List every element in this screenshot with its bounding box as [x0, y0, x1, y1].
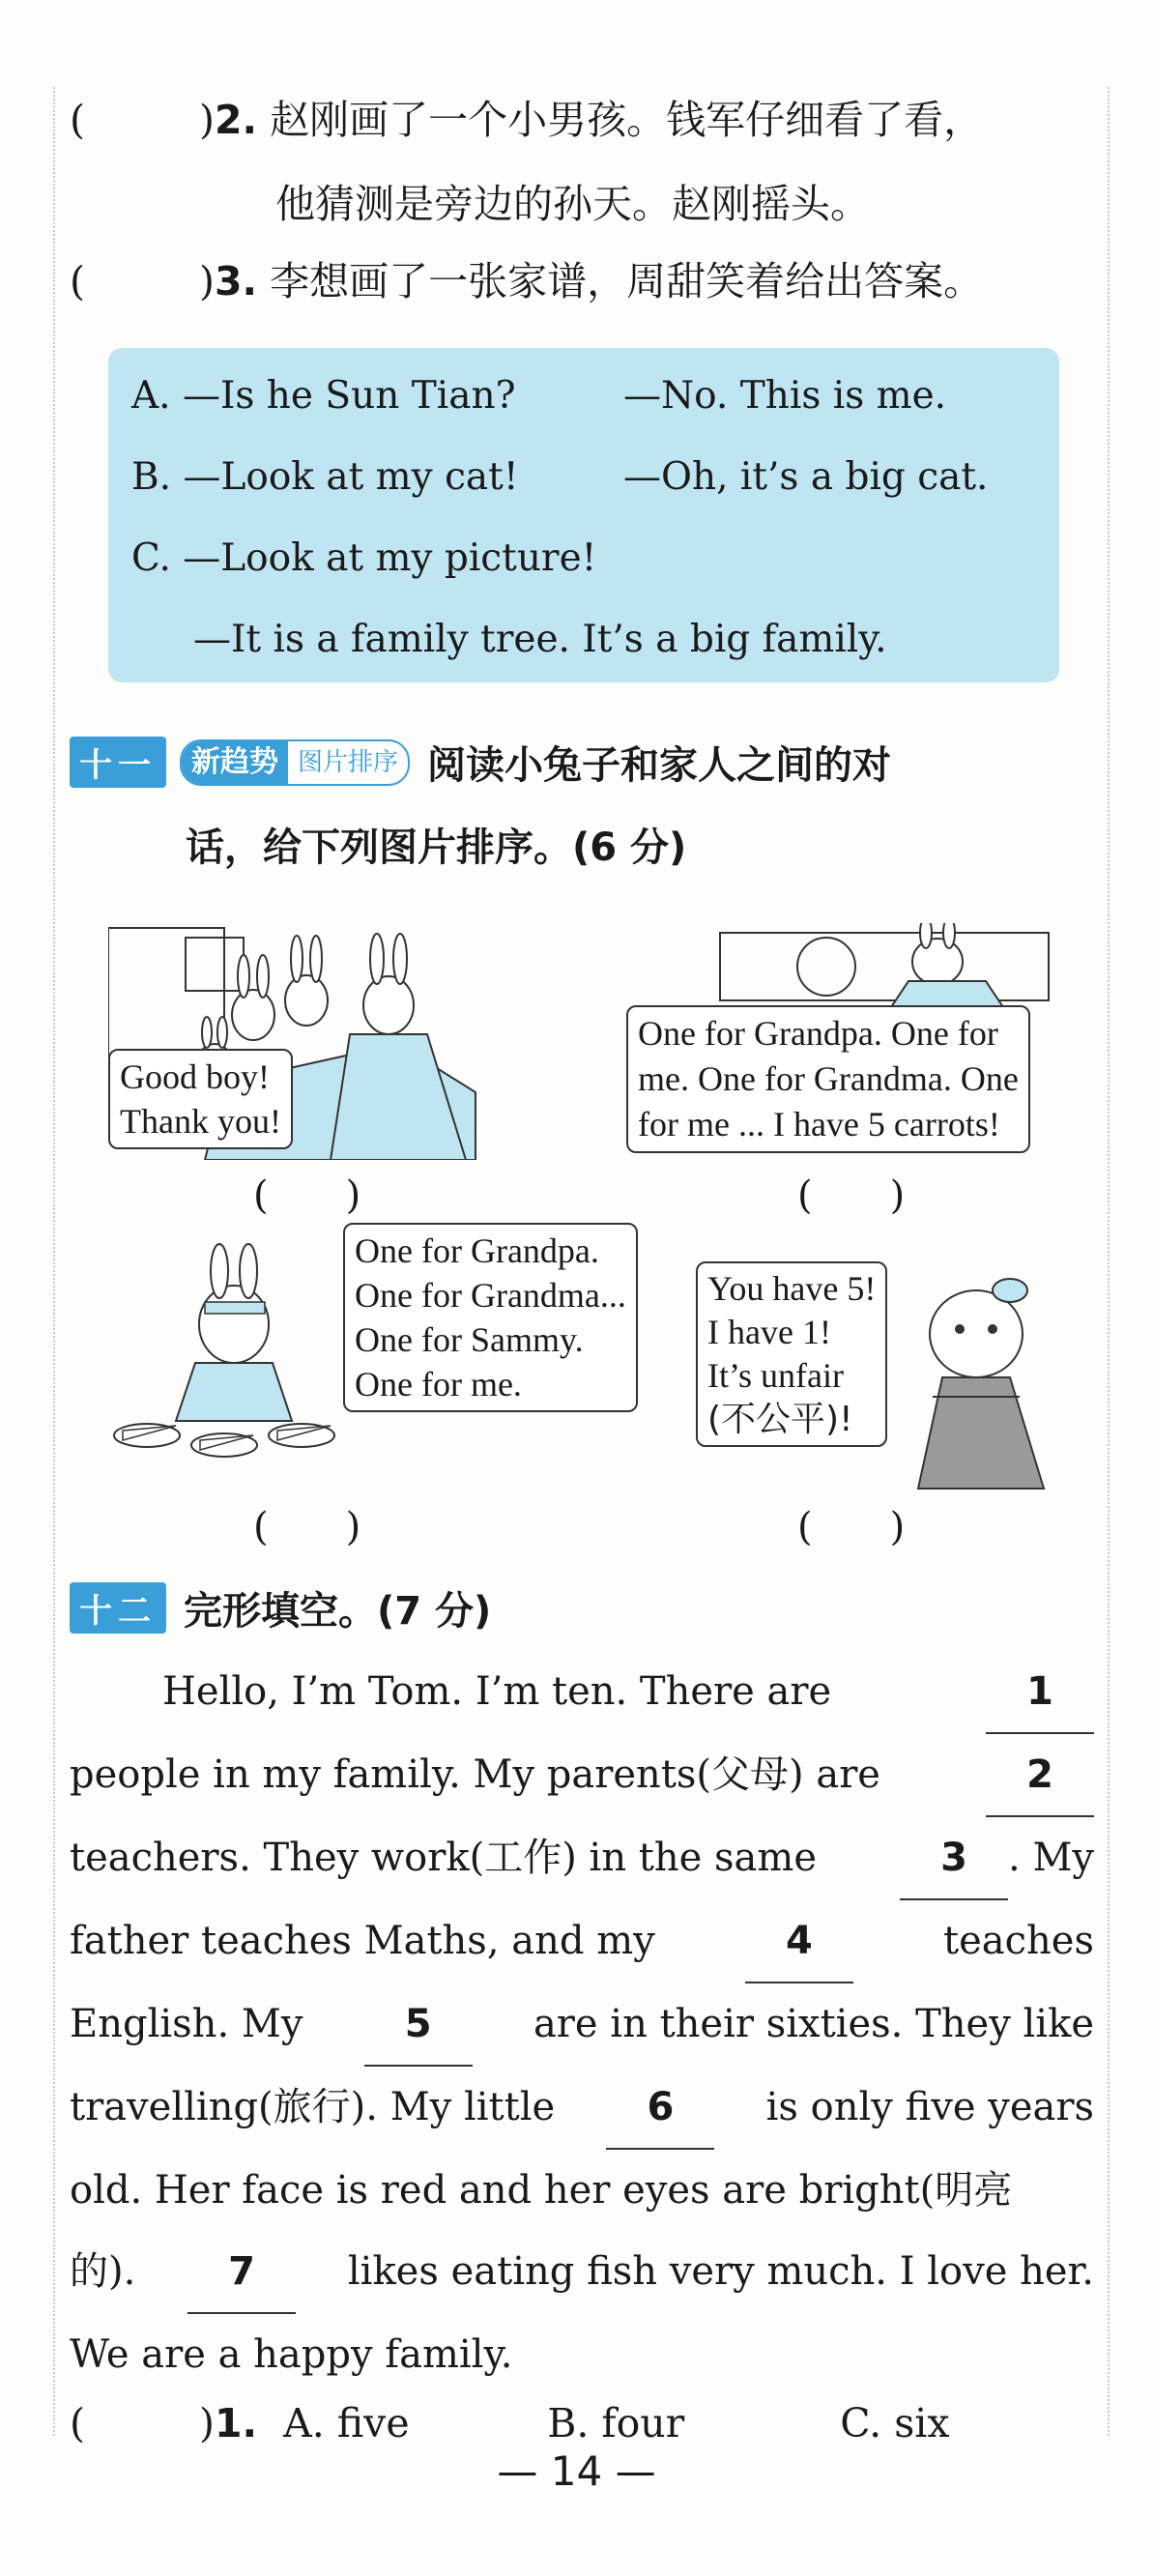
speech-bubble-3: One for Grandpa. One for Grandma... One for Sammy. One for me. [343, 1223, 638, 1412]
choice-a[interactable]: A. five [283, 2400, 410, 2446]
cloze-line: English. My 5 are in their sixties. They like [70, 1983, 1094, 2067]
cloze-line: We are a happy family. [70, 2332, 513, 2377]
speech-bubble-2: One for Grandpa. One for me. One for Grandma. One for me ... I have 5 carrots! [626, 1005, 1030, 1153]
blank-3[interactable]: 3 [900, 1817, 1008, 1900]
trend-badge: 新趋势 图片排序 [180, 739, 410, 786]
cloze-line: people in my family. My parents(父母) are 2 [70, 1734, 1094, 1817]
section-number: 十二 [70, 1582, 166, 1634]
picture-4-angry-rabbit-sister [904, 1261, 1068, 1493]
blank-2[interactable]: 2 [986, 1734, 1094, 1817]
picture-3-rabbit-with-carrots [108, 1242, 340, 1474]
blank-4[interactable]: 4 [745, 1900, 853, 1983]
section-title: 阅读小兔子和家人之间的对 [427, 743, 892, 788]
section-11-header [70, 735, 891, 790]
option-a-reply: —No. This is me. [623, 374, 947, 418]
left-margin-line [53, 87, 55, 2436]
question-2-text: 赵刚画了一个小男孩。钱军仔细看了看， [270, 97, 984, 143]
section-11-title-continued: 话，给下列图片排序。(6 分) [186, 825, 687, 870]
question-3: ( )3. 李想画了一张家谱，周甜笑着给出答案。 [70, 258, 984, 304]
picture-3-answer[interactable]: ( ) [253, 1505, 361, 1549]
choice-c[interactable]: C. six [840, 2400, 950, 2446]
cloze-passage [70, 1651, 1094, 2395]
cloze-line: father teaches Maths, and my 4 teaches [70, 1900, 1094, 1983]
option-c-reply: —It is a family tree. It’s a big family. [193, 618, 887, 661]
speech-bubble-4: You have 5! I have 1! It’s unfair (不公平)! [696, 1261, 887, 1447]
picture-2-kitchen-scene [715, 923, 1063, 1010]
blank-7[interactable]: 7 [187, 2231, 296, 2314]
option-b-reply: —Oh, it’s a big cat. [623, 455, 989, 499]
cloze-line: teachers. They work(工作) in the same 3 . My [70, 1817, 1094, 1900]
page-number: — 14 — [497, 2447, 656, 2495]
right-margin-line [1108, 87, 1110, 2436]
cloze-line: old. Her face is red and her eyes are bright(明亮 [70, 2168, 1013, 2213]
cloze-line: travelling(旅行). My little 6 is only five years [70, 2067, 1094, 2150]
cloze-line: Hello, I’m Tom. I’m ten. There are 1 [70, 1651, 1094, 1734]
question-2: ( )2. 赵刚画了一个小男孩。钱军仔细看了看， [70, 97, 984, 143]
choice-b[interactable]: B. four [547, 2400, 685, 2446]
picture-4-answer[interactable]: ( ) [797, 1505, 906, 1549]
blank-6[interactable]: 6 [606, 2067, 714, 2150]
option-c: C. —Look at my picture! [131, 536, 597, 580]
section-number: 十一 [70, 737, 166, 788]
picture-1-answer[interactable]: ( ) [253, 1173, 361, 1218]
answer-paren-open[interactable]: ( [70, 2400, 85, 2446]
question-2-continued: 他猜测是旁边的孙天。赵刚摇头。 [275, 181, 870, 227]
answer-paren-open[interactable]: ( [70, 258, 85, 304]
option-b: B. —Look at my cat! [131, 455, 519, 499]
option-a: A. —Is he Sun Tian? [131, 374, 516, 418]
cloze-question-1: ( )1. A. five B. four C. six [70, 2395, 1095, 2451]
blank-5[interactable]: 5 [364, 1983, 473, 2067]
section-12-header [70, 1580, 491, 1635]
section-title: 完形填空。(7 分) [184, 1589, 492, 1634]
cloze-line: 的). 7 likes eating fish very much. I love her. [70, 2231, 1094, 2314]
picture-2-answer[interactable]: ( ) [797, 1173, 906, 1218]
speech-bubble-1: Good boy! Thank you! [108, 1049, 293, 1149]
blank-1[interactable]: 1 [986, 1651, 1094, 1734]
question-3-text: 李想画了一张家谱，周甜笑着给出答案。 [270, 258, 984, 304]
answer-paren-open[interactable]: ( [70, 97, 85, 143]
